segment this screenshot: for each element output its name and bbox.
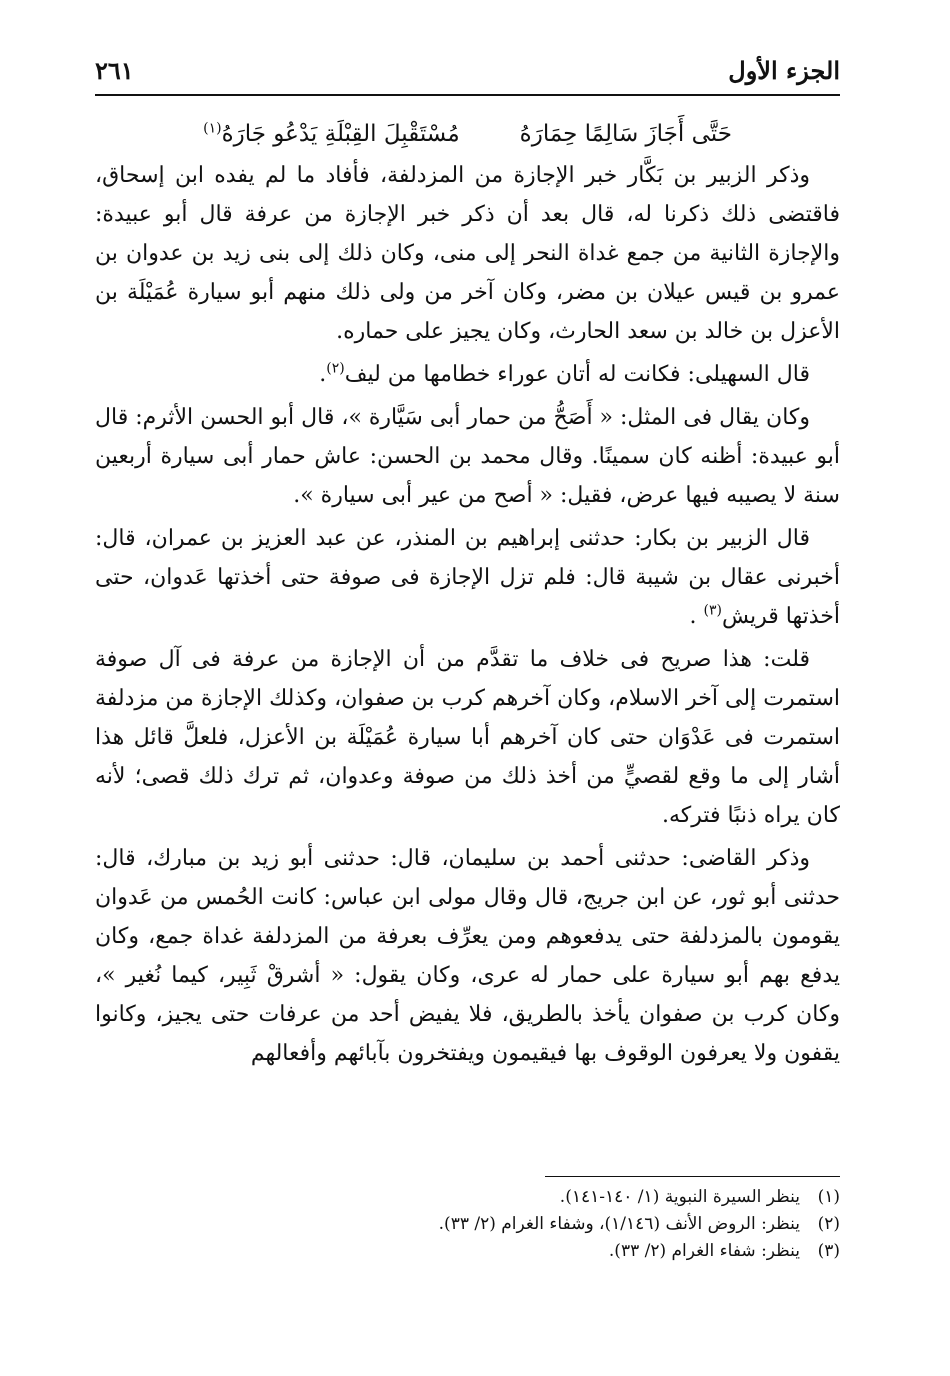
footnote-divider [545,1176,840,1177]
main-text [95,112,840,1077]
paragraph-tail: . [689,604,704,629]
paragraph-text: قال الزبير بن بكار: حدثنى إبراهيم بن المنذر، عن عبد العزيز بن عمران، قال: أخبرنى عقال بن شيبة قال: فلم تزل الإجازة فى صوفة حتى أخذتها عَدوان، حتى أخذتها قريش [95,526,840,629]
footnote-marker: (١) [203,120,222,137]
footnote [95,1238,840,1265]
paragraph-text: قلت: هذا صريح فى خلاف ما تقدَّم من أن الإجازة من عرفة فى آل صوفة استمرت إلى آخر الاسلام، وكان آخرهم كرب بن صفوان، وكذلك الإجازة من مزدلفة استمرت فى عَدْوَان حتى كان آخرهم أبا سيارة عُمَيْلَة بن الأعزل، فلعلَّ قائل هذا أشار إلى ما وقع لقصيٍّ من أخذ ذلك من صوفة وعدوان، ثم ترك ذلك قصى؛ لأنه كان يراه ذنبًا فتركه. [95,647,840,828]
verse-hemistich-second [203,112,460,156]
paragraph [95,355,840,394]
header-divider [95,94,840,96]
footnote-marker: (٢) [326,360,345,377]
paragraph-text: وكان يقال فى المثل: « أَصَحُّ من حمار أبى سَيَّارة »، قال أبو الحسن الأثرم: قال أبو عبيدة: أظنه كان سمينًا. وقال محمد بن الحسن: عاش حمار أبى سيارة أربعين سنة لا يصيبه فيها عرض، فقيل: « أصح من عير أبى سيارة ». [95,405,840,508]
footnote-number: (٢) [817,1214,840,1234]
footnote [95,1184,840,1211]
verse-hemistich-first: حَتَّى أَجَازَ سَالِمًا حِمَارَهُ [519,121,732,147]
footnote-text: ينظر السيرة النبوية (١/ ١٤٠-١٤١). [559,1187,800,1207]
paragraph [95,640,840,835]
poetry-verse [95,112,840,156]
running-title: الجزء الأول [728,56,840,85]
paragraph-text: وذكر القاضى: حدثنى أحمد بن سليمان، قال: حدثنى أبو زيد بن مبارك، قال: حدثنى أبو ثور، عن ابن جريج، قال وقال مولى ابن عباس: كانت الحُمس من عَدوان يقومون بالمزدلفة حتى يدفعوهم ومن يعرِّف بعرفة من المزدلفة غداة جمع، وكان يدفع بهم أبو سيارة على حمار له عرى، وكان يقول: « أشرقْ ثَبِير، كيما نُغير »، وكان كرب بن صفوان يأخذ بالطريق، فلا يفيض أحد من عرفات حتى يجيز، وكانوا يقفون ولا يعرفون الوقوف بها فيقيمون ويفتخرون بآبائهم وأفعالهم [95,846,840,1066]
page-header [95,50,840,94]
paragraph-text: وذكر الزبير بن بَكَّار خبر الإجازة من المزدلفة، فأفاد ما لم يفده ابن إسحاق، فاقتضى ذلك ذكرنا له، قال بعد أن ذكر خبر الإجازة من عرفة قال أبو عبيدة: والإجازة الثانية من جمع غداة النحر إلى منى، وكان ذلك إلى بنى زيد بن عدوان بن عمرو بن قيس عيلان بن مضر، وكان آخر من ولى ذلك منهم أبو سيارة عُمَيْلَة بن الأعزل بن خالد بن سعد الحارث، وكان يجيز على حماره. [95,163,840,344]
paragraph [95,156,840,351]
paragraph-text: قال السهيلى: فكانت له أتان عوراء خطامها من ليف [344,362,810,387]
paragraph [95,519,840,636]
footnote-number: (٣) [817,1241,840,1261]
paragraph [95,398,840,515]
footnote-text: ينظر: الروض الأنف (١/١٤٦)، وشفاء الغرام (٢/ ٣٣). [438,1214,800,1234]
paragraph [95,839,840,1073]
footnote-number: (١) [817,1187,840,1207]
footnote-text: ينظر: شفاء الغرام (٢/ ٣٣). [608,1241,800,1261]
verse-hemistich-second-text: مُسْتَقْبِلَ القِبْلَةِ يَدْعُو جَارَهُ [221,121,460,147]
paragraph-tail: . [319,362,327,387]
footnotes [95,1184,840,1265]
footnote-marker: (٣) [703,602,722,619]
footnote [95,1211,840,1238]
page-number: ٢٦١ [95,56,134,85]
